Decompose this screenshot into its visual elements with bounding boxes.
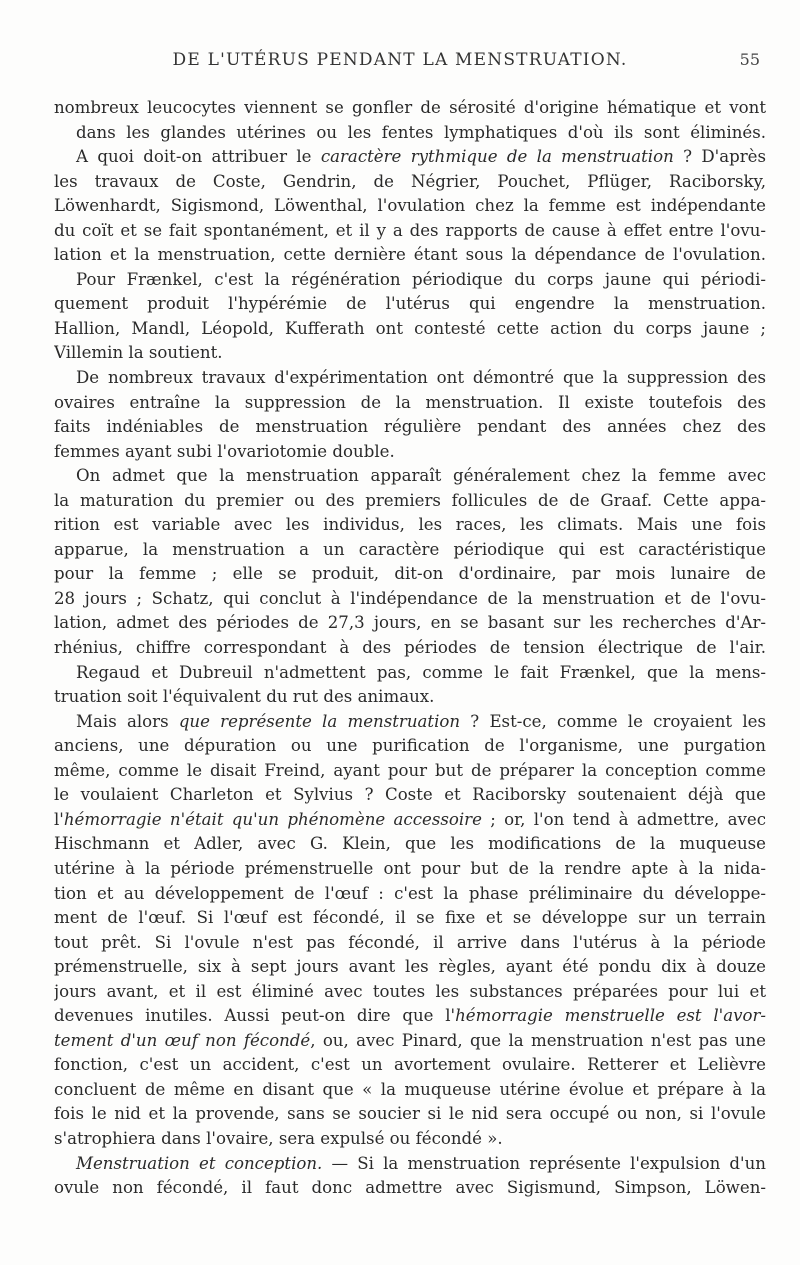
text-line: rition est variable avec les individus, les races, les climats. Mais une fois — [54, 515, 766, 535]
text-line: Hischmann et Adler, avec G. Klein, que les modifications de la muqueuse — [54, 834, 766, 854]
text-line: fonction, c'est un accident, c'est un avortement ovulaire. Retterer et Lelièvre — [54, 1055, 766, 1075]
text-line: tout prêt. Si l'ovule n'est pas fécondé, il arrive dans l'utérus à la période — [54, 932, 766, 952]
text-line: jours avant, et il est éliminé avec toutes les substances préparées pour lui et — [54, 981, 766, 1001]
text-line: utérine à la période prémenstruelle ont pour but de la rendre apte à la nida- — [54, 858, 766, 878]
text-line: Pour Frænkel, c'est la régénération périodique du corps jaune qui périodi- — [76, 269, 766, 289]
text-line: pour la femme ; elle se produit, dit-on d'ordinaire, par mois lunaire de — [54, 564, 766, 584]
body-text — [54, 96, 766, 1201]
text-line: ment de l'œuf. Si l'œuf est fécondé, il se fixe et se développe sur un terrain — [54, 908, 766, 928]
italic-emphasis: hémorragie menstruelle est l'avor- — [455, 1006, 766, 1026]
text-line: la maturation du premier ou des premiers follicules de de Graaf. Cette appa- — [54, 490, 766, 510]
text-line: Mais alors que représente la menstruation ? Est-ce, comme le croyaient les — [76, 711, 766, 731]
text-line: prémenstruelle, six à sept jours avant les règles, ayant été pondu dix à douze — [54, 957, 766, 977]
text-line: faits indéniables de menstruation régulière pendant des années chez des — [54, 417, 766, 437]
text-line: le voulaient Charleton et Sylvius ? Coste et Raciborsky soutenaient déjà que — [54, 785, 766, 805]
italic-emphasis: Menstruation et conception. — [76, 1153, 323, 1173]
text-line: Hallion, Mandl, Léopold, Kufferath ont contesté cette action du corps jaune ; — [54, 318, 766, 338]
text-line: tement d'un œuf non fécondé, ou, avec Pinard, que la menstruation n'est pas une — [54, 1030, 766, 1050]
text-line: Regaud et Dubreuil n'admettent pas, comme le fait Frænkel, que la mens- — [76, 662, 766, 682]
text-line: du coït et se fait spontanément, et il y a des rapports de cause à effet entre l'ovu- — [54, 220, 766, 240]
text-line: femmes ayant subi l'ovariotomie double. — [54, 441, 395, 461]
text-line: rhénius, chiffre correspondant à des périodes de tension électrique de l'air. — [54, 638, 766, 658]
italic-emphasis: caractère rythmique de la menstruation — [320, 147, 674, 167]
text-line: même, comme le disait Freind, ayant pour but de préparer la conception comme — [54, 760, 766, 780]
text-line: On admet que la menstruation apparaît généralement chez la femme avec — [76, 466, 766, 486]
text-line: tion et au développement de l'œuf : c'est la phase préliminaire du développe- — [54, 883, 766, 903]
page-number: 55 — [739, 50, 760, 69]
italic-emphasis: que représente la menstruation — [178, 711, 461, 731]
text-line: quement produit l'hypérémie de l'utérus qui engendre la menstruation. — [54, 294, 766, 314]
text-line: ovule non fécondé, il faut donc admettre avec Sigismund, Simpson, Löwen- — [54, 1178, 766, 1198]
text-line: De nombreux travaux d'expérimentation ont démontré que la suppression des — [76, 368, 766, 388]
text-line: 28 jours ; Schatz, qui conclut à l'indépendance de la menstruation et de l'ovu- — [54, 588, 766, 608]
text-line: Menstruation et conception. — Si la menstruation représente l'expulsion d'un — [76, 1153, 766, 1173]
text-line: dans les glandes utérines ou les fentes lymphatiques d'où ils sont éliminés. — [76, 122, 766, 142]
text-line: nombreux leucocytes viennent se gonfler de sérosité d'origine hématique et vont — [54, 98, 766, 117]
text-line: s'atrophiera dans l'ovaire, sera expulsé ou fécondé ». — [54, 1128, 503, 1148]
text-line: fois le nid et la provende, sans se soucier si le nid sera occupé ou non, si l'ovule — [54, 1104, 766, 1124]
text-line: les travaux de Coste, Gendrin, de Négrier, Pouchet, Pflüger, Raciborsky, — [54, 171, 766, 191]
text-line: Löwenhardt, Sigismond, Löwenthal, l'ovulation chez la femme est indépendante — [54, 196, 766, 216]
text-line: A quoi doit-on attribuer le caractère rythmique de la menstruation ? D'après — [76, 147, 766, 167]
italic-emphasis: tement d'un œuf non fécondé — [54, 1030, 311, 1050]
page-header — [0, 50, 800, 74]
text-line: devenues inutiles. Aussi peut-on dire que l'hémorragie menstruelle est l'avor- — [54, 1006, 766, 1026]
running-title: DE L'UTÉRUS PENDANT LA MENSTRUATION. — [172, 50, 628, 70]
text-line: ovaires entraîne la suppression de la menstruation. Il existe toutefois des — [54, 392, 766, 412]
text-line: concluent de même en disant que « la muqueuse utérine évolue et prépare à la — [54, 1079, 766, 1099]
text-line: lation, admet des périodes de 27,3 jours, en se basant sur les recherches d'Ar- — [54, 613, 766, 633]
italic-emphasis: hémorragie n'était qu'un phénomène accessoire — [63, 809, 482, 829]
text-line: truation soit l'équivalent du rut des animaux. — [54, 687, 435, 707]
text-line: l'hémorragie n'était qu'un phénomène accessoire ; or, l'on tend à admettre, avec — [54, 809, 766, 829]
text-line: apparue, la menstruation a un caractère périodique qui est caractéristique — [54, 539, 766, 559]
text-line: lation et la menstruation, cette dernière étant sous la dépendance de l'ovulation. — [54, 245, 766, 265]
text-line: anciens, une dépuration ou une purification de l'organisme, une purgation — [54, 736, 766, 756]
text-line: Villemin la soutient. — [54, 343, 223, 363]
